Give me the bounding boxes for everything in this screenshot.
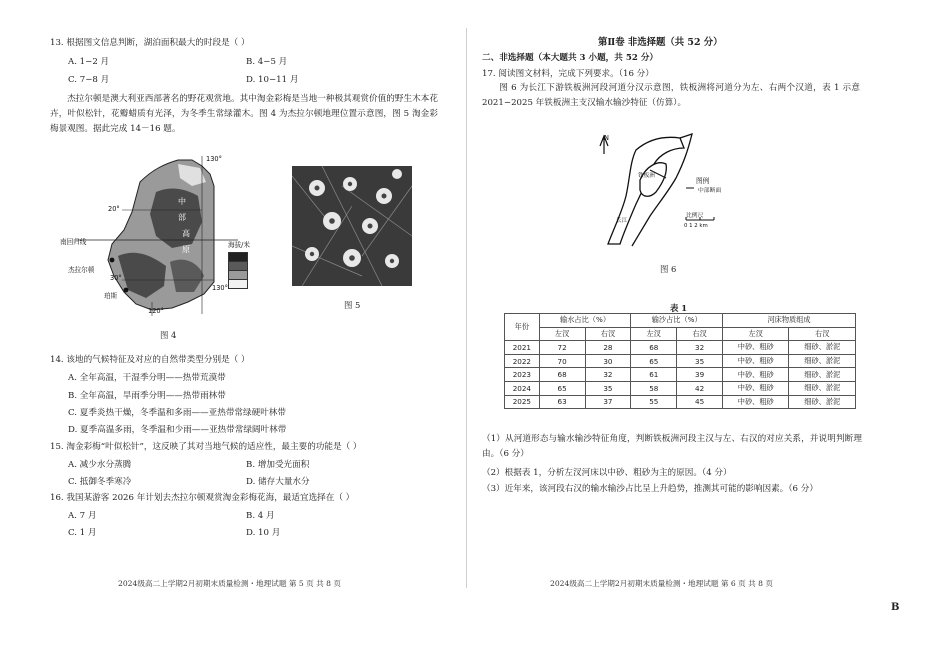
river-label: 长江 <box>616 218 628 224</box>
map-perth-label: 珀斯 <box>104 292 118 300</box>
q13-stem: 13. 根据图文信息判断，湖泊面积最大的时段是（ ） <box>50 38 250 48</box>
corner-mark: B <box>891 602 900 613</box>
figure-6-caption: 图 6 <box>660 264 677 274</box>
map-word-zhong: 中 <box>178 197 186 206</box>
cell-value: 28 <box>585 341 631 355</box>
table-row <box>505 381 856 395</box>
cell-value: 65 <box>631 354 677 368</box>
cell-value: 30 <box>585 354 631 368</box>
page-divider <box>466 28 467 588</box>
scale-title: 比例尺 <box>686 213 704 219</box>
cell-bed: 细砂、淤泥 <box>789 341 856 355</box>
cell-value: 55 <box>631 395 677 409</box>
cell-bed: 细砂、淤泥 <box>789 381 856 395</box>
cell-value: 35 <box>585 381 631 395</box>
cell-value: 65 <box>539 381 585 395</box>
legend-swatch-4 <box>228 279 248 289</box>
section-subtitle: 二、非选择题（本大题共 3 小题，共 52 分） <box>482 53 659 63</box>
left-page <box>0 0 460 646</box>
cell-value: 68 <box>539 368 585 382</box>
cell-bed: 中砂、粗砂 <box>723 368 789 382</box>
figure-4-caption: 图 4 <box>160 330 177 340</box>
cell-value: 63 <box>539 395 585 409</box>
q13-option-b: B. 4−5 月 <box>246 57 288 67</box>
q17-sub3: （3）近年来，该河段右汉的输水输沙占比呈上升趋势，推测其可能的影响因素。（6 分） <box>482 484 818 494</box>
cell-year: 2022 <box>505 354 540 368</box>
q17-sub1: （1）从河道形态与输水输沙特征角度，判断铁板洲河段主汉与左、右汉的对应关系，并说明判断理由。（6 分） <box>482 434 862 459</box>
q16-option-b: B. 4 月 <box>246 511 275 521</box>
q16-option-c: C. 1 月 <box>68 528 97 538</box>
cell-value: 68 <box>631 341 677 355</box>
cell-value: 70 <box>539 354 585 368</box>
q13-option-c: C. 7−8 月 <box>68 75 110 85</box>
table-row <box>505 354 856 368</box>
map-legend-title: 海拔/米 <box>228 241 251 249</box>
map6-legend-title: 图例 <box>696 177 710 185</box>
q14-option-b: B. 全年高温，旱雨季分明——热带雨林带 <box>68 391 226 401</box>
cell-value: 32 <box>677 341 723 355</box>
cell-year: 2024 <box>505 381 540 395</box>
cell-year: 2023 <box>505 368 540 382</box>
cell-value: 61 <box>631 368 677 382</box>
cell-value: 32 <box>585 368 631 382</box>
sub-left: 左汊 <box>723 327 789 341</box>
cell-bed: 细砂、淤泥 <box>789 354 856 368</box>
figure-5-photo <box>292 166 412 286</box>
q14-stem: 14. 该地的气候特征及对应的自然带类型分别是（ ） <box>50 355 250 365</box>
q16-option-d: D. 10 月 <box>246 528 281 538</box>
q16-option-a: A. 7 月 <box>68 511 97 521</box>
intro-paragraph: 杰拉尔顿是澳大利亚西部著名的野花观赏地。其中淘金彩梅是当地一种极其观赏价值的野生木本花卉，叶似松针，花瓣蜡质有光泽，为冬季生常绿灌木。图 4 为杰拉尔顿地理位置示意图，图 5 淘金彩梅景观图。据此完成 14－16 题。 <box>50 94 438 134</box>
cell-year: 2021 <box>505 341 540 355</box>
north-label: N <box>604 134 609 142</box>
map-word-yuan: 原 <box>182 245 190 254</box>
map-word-bu: 部 <box>178 213 186 222</box>
cell-value: 58 <box>631 381 677 395</box>
q15-option-b: B. 增加受光面积 <box>246 460 310 470</box>
figure-4-map <box>52 152 267 317</box>
q17-material: 图 6 为长江下游铁板洲河段河道分汉示意图，铁板洲将河道分为左、右两个汉道，表 1 示意 2021−2025 年铁板洲主支汉输水输沙特征（仿算）。 <box>482 83 860 108</box>
q13-option-a: A. 1−2 月 <box>68 57 110 67</box>
sub-right: 右汊 <box>789 327 856 341</box>
q17-stem: 17. 阅读图文材料，完成下列要求。（16 分） <box>482 69 654 79</box>
scale-ticks: 0 1 2 km <box>684 223 708 229</box>
header-water: 输水占比（%） <box>539 314 631 328</box>
q15-option-d: D. 储存大量水分 <box>246 477 310 487</box>
table-row <box>505 341 856 355</box>
figure-5-caption: 图 5 <box>344 300 361 310</box>
figure-6-map <box>596 132 756 252</box>
header-sediment: 输沙占比（%） <box>631 314 723 328</box>
table-row <box>505 368 856 382</box>
map-city-label: 杰拉尔顿 <box>68 266 95 274</box>
q16-stem: 16. 我国某游客 2026 年计划去杰拉尔顿观赏淘金彩梅花海，最适宜选择在（ ） <box>50 493 355 503</box>
cell-value: 35 <box>677 354 723 368</box>
sub-right: 右汊 <box>585 327 631 341</box>
left-footer: 2024级高二上学期2月初期末质量检测・地理试题 第 5 页 共 8 页 <box>118 579 341 588</box>
sub-right: 右汊 <box>677 327 723 341</box>
cell-value: 45 <box>677 395 723 409</box>
map-lon-130-bottom: 130° <box>212 284 228 292</box>
map-lon-120: 120° <box>148 307 164 315</box>
right-page <box>474 0 950 646</box>
section-title: 第Ⅱ卷 非选择题（共 52 分） <box>598 37 723 48</box>
q17-sub2: （2）根据表 1，分析左汊河床以中砂、粗砂为主的原因。（4 分） <box>482 468 732 478</box>
q14-option-d: D. 夏季高温多雨，冬季温和少雨——亚热带常绿阔叶林带 <box>68 425 287 435</box>
cell-value: 39 <box>677 368 723 382</box>
table-row <box>505 395 856 409</box>
q14-option-c: C. 夏季炎热干燥，冬季温和多雨——亚热带常绿硬叶林带 <box>68 408 286 418</box>
q15-option-a: A. 减少水分蒸腾 <box>68 460 132 470</box>
cell-value: 37 <box>585 395 631 409</box>
map-lat-30: 30° <box>110 274 122 282</box>
cell-value: 72 <box>539 341 585 355</box>
map-lon-130-top: 130° <box>206 155 222 163</box>
cell-bed: 中砂、粗砂 <box>723 381 789 395</box>
cell-bed: 中砂、粗砂 <box>723 354 789 368</box>
q15-stem: 15. 淘金彩梅“叶似松针”，这反映了其对当地气候的适应性，最主要的功能是（ ） <box>50 442 362 452</box>
q15-option-c: C. 抵御冬季寒冷 <box>68 477 132 487</box>
cell-bed: 中砂、粗砂 <box>723 395 789 409</box>
sub-left: 左汊 <box>539 327 585 341</box>
island-label: 铁板洲 <box>638 173 655 179</box>
map-word-gao: 高 <box>182 229 190 238</box>
q14-option-a: A. 全年高温，干湿季分明——热带荒漠带 <box>68 373 226 383</box>
cell-bed: 中砂、粗砂 <box>723 341 789 355</box>
table-1-title: 表 1 <box>670 303 688 313</box>
right-footer: 2024级高二上学期2月初期末质量检测・地理试题 第 6 页 共 8 页 <box>550 579 773 588</box>
header-year: 年份 <box>505 314 540 341</box>
sub-left: 左汊 <box>631 327 677 341</box>
table-subheader-row <box>505 327 856 341</box>
cell-bed: 细砂、淤泥 <box>789 395 856 409</box>
q13-option-d: D. 10−11 月 <box>246 75 299 85</box>
header-bed: 河床物质组成 <box>723 314 856 328</box>
map-tropic-label: 南回归线 <box>60 238 87 246</box>
map6-legend-item: 中部断面 <box>698 188 722 194</box>
cell-value: 42 <box>677 381 723 395</box>
map-lat-20: 20° <box>108 205 120 213</box>
table-header-row <box>505 314 856 328</box>
cell-bed: 细砂、淤泥 <box>789 368 856 382</box>
cell-year: 2025 <box>505 395 540 409</box>
table-1 <box>504 313 856 409</box>
